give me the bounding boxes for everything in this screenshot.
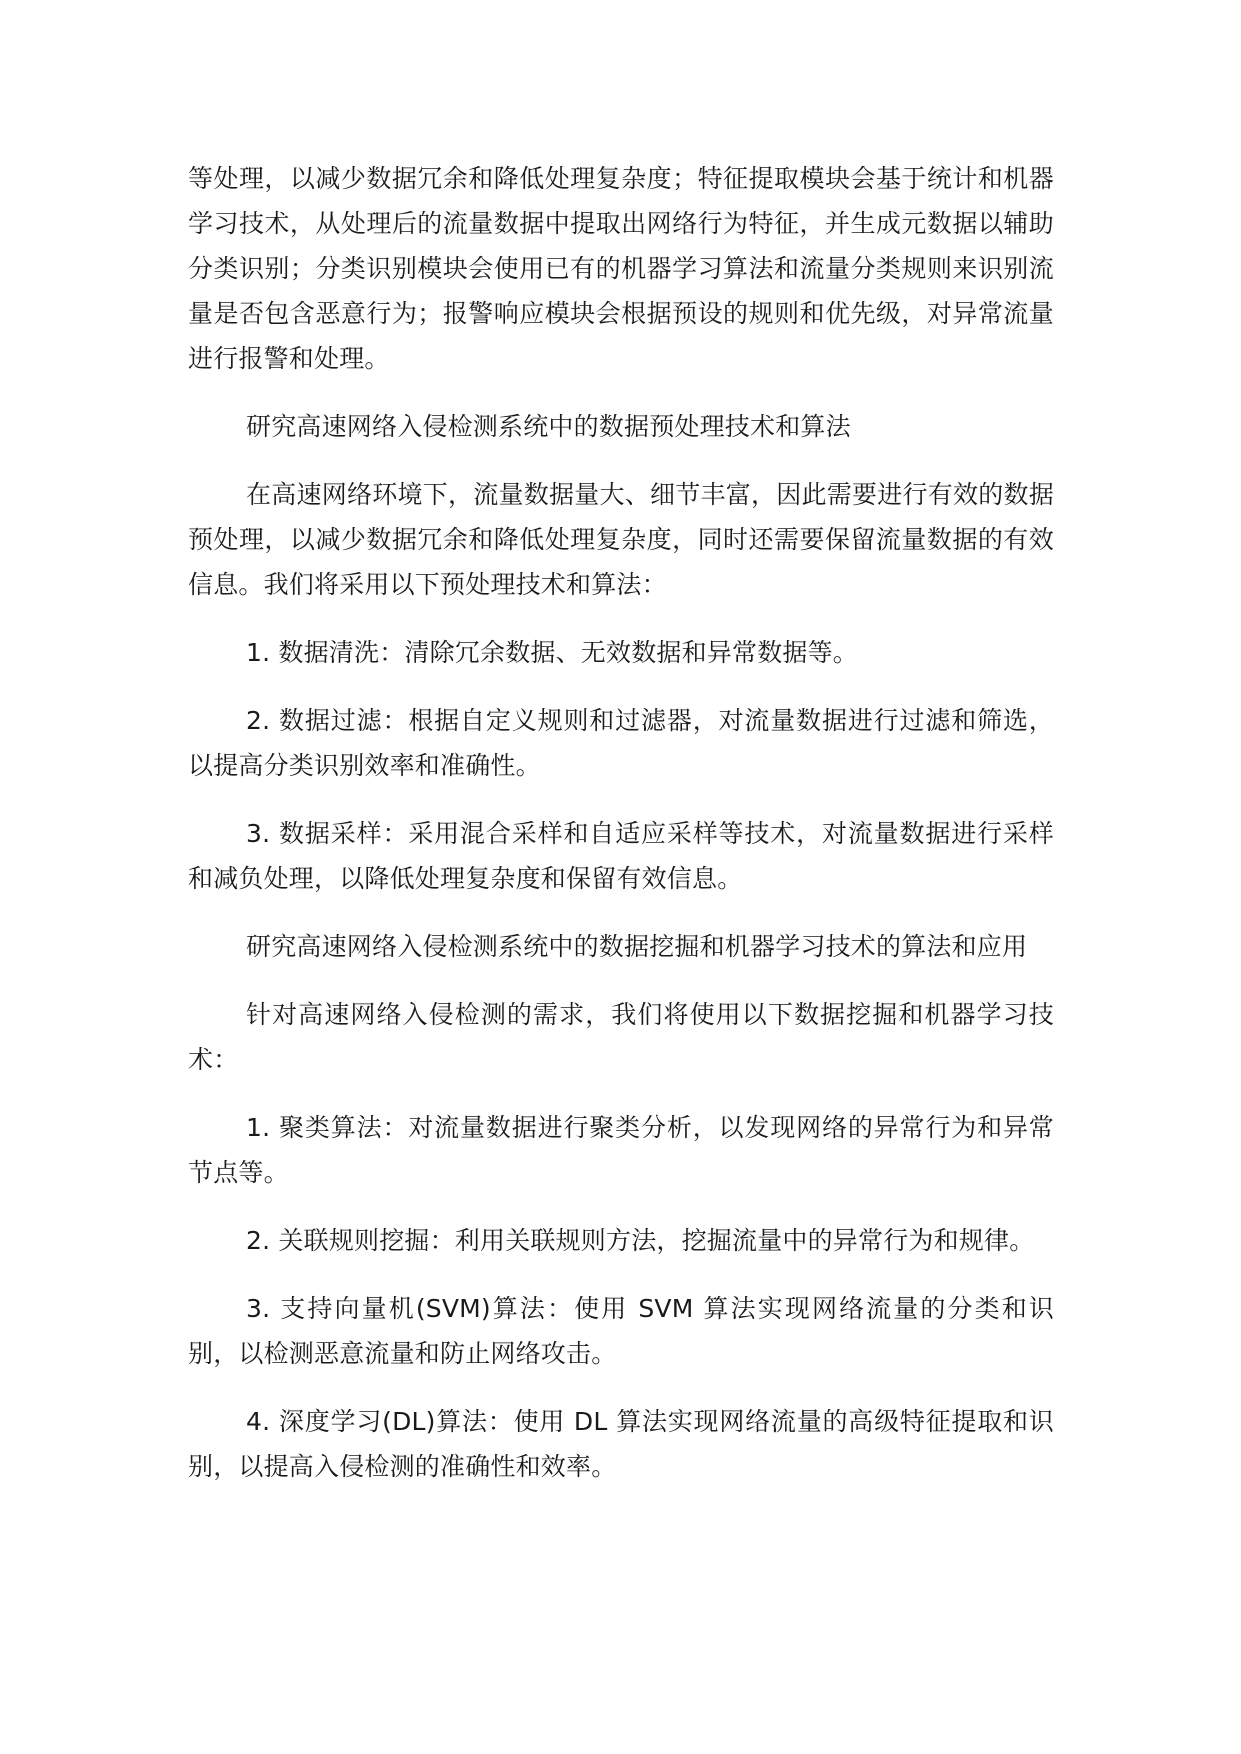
section-heading-preprocessing: 研究高速网络入侵检测系统中的数据预处理技术和算法 xyxy=(246,412,851,441)
paragraph-mining-intro: 针对高速网络入侵检测的需求，我们将使用以下数据挖掘和机器学习技术： xyxy=(188,1000,1054,1074)
list-item-data-sampling: 3. 数据采样：采用混合采样和自适应采样等技术，对流量数据进行采样和减负处理，以降低处理复杂度和保留有效信息。 xyxy=(188,819,1054,893)
section-heading-mining-ml: 研究高速网络入侵检测系统中的数据挖掘和机器学习技术的算法和应用 xyxy=(246,932,1028,961)
list-item-data-cleaning: 1. 数据清洗：清除冗余数据、无效数据和异常数据等。 xyxy=(246,638,859,667)
paragraph-preprocessing-intro: 在高速网络环境下，流量数据量大、细节丰富，因此需要进行有效的数据预处理，以减少数据冗余和降低处理复杂度，同时还需要保留流量数据的有效信息。我们将采用以下预处理技术和算法： xyxy=(188,480,1054,599)
list-item-deep-learning: 4. 深度学习(DL)算法：使用 DL 算法实现网络流量的高级特征提取和识别，以提高入侵检测的准确性和效率。 xyxy=(188,1407,1054,1481)
document-body xyxy=(188,156,1054,1512)
paragraph-continuation: 等处理，以减少数据冗余和降低处理复杂度；特征提取模块会基于统计和机器学习技术，从处理后的流量数据中提取出网络行为特征，并生成元数据以辅助分类识别；分类识别模块会使用已有的机器学习算法和流量分类规则来识别流量是否包含恶意行为；报警响应模块会根据预设的规则和优先级，对异常流量进行报警和处理。 xyxy=(188,164,1054,373)
list-item-data-filtering: 2. 数据过滤：根据自定义规则和过滤器，对流量数据进行过滤和筛选，以提高分类识别效率和准确性。 xyxy=(188,706,1054,780)
list-item-clustering: 1. 聚类算法：对流量数据进行聚类分析，以发现网络的异常行为和异常节点等。 xyxy=(188,1113,1054,1187)
list-item-svm: 3. 支持向量机(SVM)算法：使用 SVM 算法实现网络流量的分类和识别，以检测恶意流量和防止网络攻击。 xyxy=(188,1294,1054,1368)
list-item-association-rules: 2. 关联规则挖掘：利用关联规则方法，挖掘流量中的异常行为和规律。 xyxy=(246,1226,1035,1255)
